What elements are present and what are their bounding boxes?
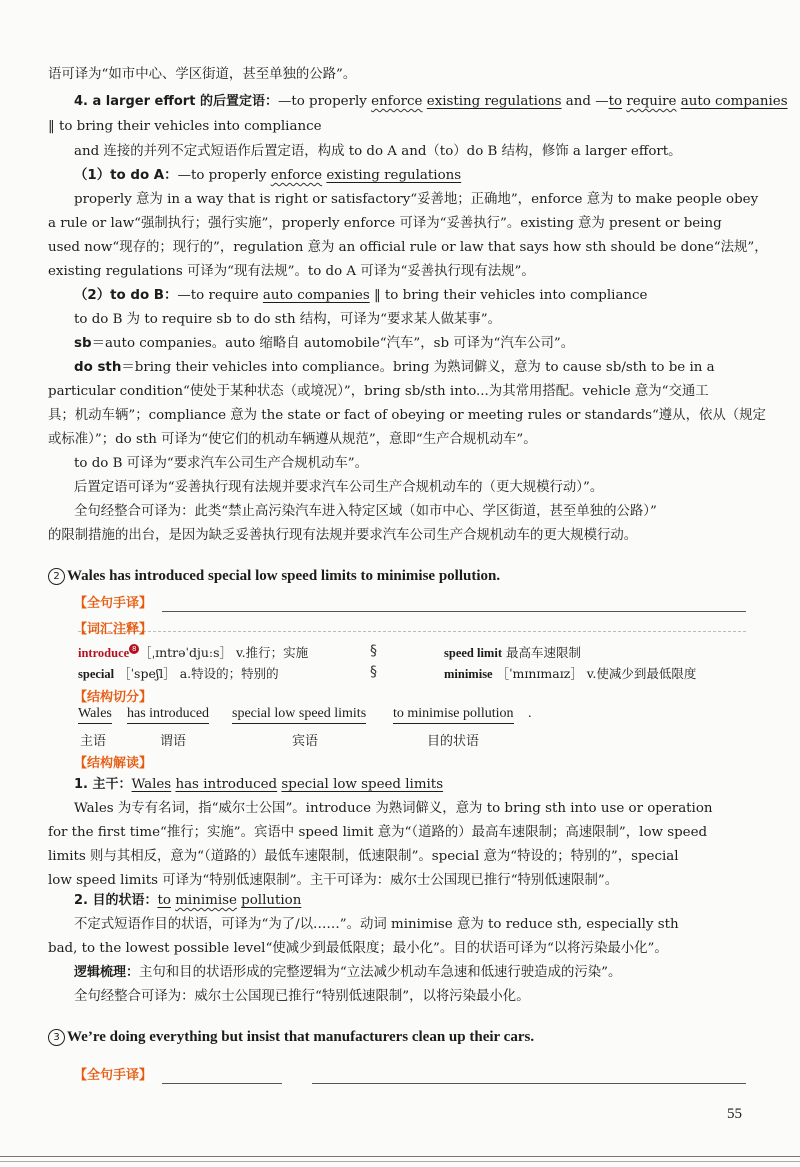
text-line: 语可译为“如市中心、学区街道，甚至单独的公路”。 [48,67,357,82]
bottom-rule [0,1161,800,1162]
segment-predicate: has introduced [127,705,209,724]
segment-subject: Wales [78,705,112,724]
star-badge: 8 [129,644,139,654]
text-line: to do B 可译为“要求汽车公司生产合规机动车”。 [74,456,369,471]
underlined-phrase: existing regulations [326,168,462,183]
purpose-clause-line: 2. 目的状语：to minimise pollution [74,893,302,908]
segment-purpose: to minimise pollution [393,705,514,724]
tag-translate: 【全句手译】 [74,596,153,611]
page-number: 55 [727,1106,742,1122]
text-line: properly 意为 in a way that is right or satisfactory“妥善地；正确地”，enforce 意为 to make people obey [74,192,759,207]
underlined-phrase: existing regulations [426,94,562,109]
text-line: sb＝auto companies。auto 缩略自 automobile“汽车”，sb 可译为“汽车公司”。 [74,336,575,351]
question-3-sentence: 3 We’re doing everything but insist that manufacturers clean up their cars. [48,1027,534,1048]
answer-blank-line[interactable] [78,631,746,632]
text-line: for the first time“推行；实施”。宾语中 speed limit 意为“（道路的）最高车速限制；高速限制”，low speed [48,825,708,840]
segment-object: special low speed limits [232,705,366,724]
bottom-rule [0,1156,800,1157]
text-line: ‖ to bring their vehicles into compliance [48,119,322,134]
subsection-1-title: （1）to do A： [74,168,178,183]
text-line: bad, to the lowest possible level“使减少到最低限度；最小化”。目的状语可译为“以将污染最小化”。 [48,941,668,956]
text-line: particular condition“使处于某种状态（或境况）”，bring sb/sth into...为其常用搭配。vehicle 意为“交通工 [48,384,709,399]
label-object: 宾语 [292,734,319,749]
text-line: 全句经整合可译为：此类“禁止高污染汽车进入特定区域（如市中心、学区街道，甚至单独的公路）” [74,504,657,519]
explain-heading: 【结构解读】 [74,756,153,771]
purpose-clause-title: 2. 目的状语： [74,893,158,908]
translation-prompt [74,594,152,614]
label-purpose: 目的状语 [427,734,480,749]
subsection-1-heading-line: （1）to do A：—to properly enforce existing regulations [74,168,462,183]
text-line: 具；机动车辆”；compliance 意为 the state or fact of obeying or meeting rules or standards“遵从，依从（规定 [48,408,766,423]
text-line: limits 则与其相反，意为“（道路的）最低车速限制，低速限制”。special 意为“特设的；特别的”，special [48,849,679,864]
text-line: a rule or law“强制执行；强行实施”，properly enforce 可译为“妥善执行”。existing 意为 present or being [48,216,722,231]
section-4-title: 4. a larger effort 的后置定语： [74,94,278,109]
logic-line: 逻辑梳理：主句和目的状语形成的完整逻辑为“立法减少机动车急速和低速行驶造成的污染”。 [74,965,622,980]
text-line: low speed limits 可译为“特别低速限制”。主干可译为：威尔士公国现已推行“特别低速限制”。 [48,873,619,888]
wavy-underline: enforce [270,168,323,183]
text-line: used now“现存的；现行的”，regulation 意为 an official rule or law that says how sth should be done“法规”， [48,240,768,255]
circled-number: 2 [48,568,65,585]
vocab-heading: 【词汇注释】 [74,622,153,637]
main-clause-line: 1. 主干：Wales has introduced special low speed limits [74,777,444,792]
vocab-headword: introduce [78,646,130,660]
wavy-underline: require [626,94,677,109]
vocab-entry-introduce: introduce 8 ［ˌɪntrəˈdjuːs］ v.推行；实施 [78,645,309,660]
structure-heading: 【结构切分】 [74,690,153,705]
circled-number: 3 [48,1029,65,1046]
wavy-underline: enforce [371,94,423,109]
section-4-heading-line: 4. a larger effort 的后置定语：—to properly enforce existing regulations and —to require auto companies [74,94,788,109]
separator-icon: § [370,643,377,659]
answer-blank-line[interactable] [312,1083,746,1084]
vocab-entry-minimise: minimise ［ˈmɪnɪmaɪz］ v.使减少到最低限度 [444,666,697,681]
text-line: do sth＝bring their vehicles into compliance。bring 为熟词僻义，意为 to cause sb/sth to be in a [74,360,715,375]
text-line: existing regulations 可译为“现有法规”。to do A 可译为“妥善执行现有法规”。 [48,264,535,279]
underlined-word: to [608,94,623,109]
text-line: 全句经整合可译为：威尔士公国现已推行“特别低速限制”，以将污染最小化。 [74,989,530,1004]
subsection-2-title: （2）to do B： [74,288,178,303]
vocab-entry-special: special ［ˈspeʃl］ a.特设的；特别的 [78,666,279,681]
text-line: 的限制措施的出台，是因为缺乏妥善执行现有法规并要求汽车公司生产合规机动车的更大规模行动。 [48,528,638,543]
translation-prompt: 【全句手译】 [74,1068,153,1083]
question-2-sentence: 2 Wales has introduced special low speed limits to minimise pollution. [48,566,500,587]
label-predicate: 谓语 [160,734,187,749]
underlined-phrase: auto companies [262,288,370,303]
text-line: 或标准）”；do sth 可译为“使它们的机动车辆遵从规范”，意即“生产合规机动车”。 [48,432,537,447]
text-line: and 连接的并列不定式短语作后置定语，构成 to do A and（to）do B 结构，修饰 a larger effort。 [74,144,682,159]
text-line: 不定式短语作目的状语，可译为“为了/以……”。动词 minimise 意为 to reduce sth, especially sth [74,917,679,932]
text-line: 后置定语可译为“妥善执行现有法规并要求汽车公司生产合规机动车的（更大规模行动）”。 [74,480,604,495]
text-line: to do B 为 to require sb to do sth 结构，可译为“要求某人做某事”。 [74,312,502,327]
answer-blank-line[interactable] [162,611,746,612]
text-line: Wales 为专有名词，指“威尔士公国”。introduce 为熟词僻义，意为 to bring sth into use or operation [74,801,713,816]
label-subject: 主语 [80,734,107,749]
main-clause-title: 1. 主干： [74,777,132,792]
answer-blank-line[interactable] [162,1083,282,1084]
vocab-entry-speed-limit: speed limit 最高车速限制 [444,645,581,660]
underlined-phrase: auto companies [680,94,788,109]
subsection-2-heading-line: （2）to do B：—to require auto companies ‖ to bring their vehicles into compliance [74,288,648,303]
separator-icon: § [370,664,377,680]
